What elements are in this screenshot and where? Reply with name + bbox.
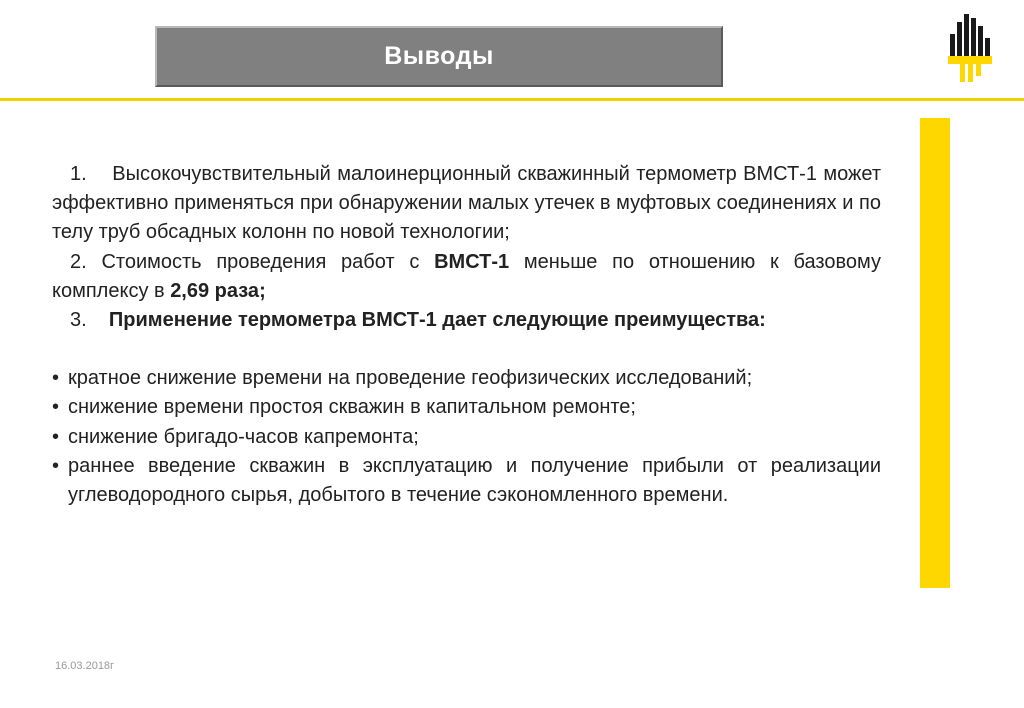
- benefit-bullet-1: [52, 364, 881, 393]
- item-bold: ВМСТ-1: [434, 250, 510, 273]
- bullet-dot: •: [52, 425, 60, 448]
- item-text: меньше по отношению к базовому комплексу в: [52, 250, 881, 302]
- bullet-text: снижение времени простоя скважин в капитальном ремонте;: [68, 396, 636, 419]
- conclusion-item-1: [52, 160, 881, 248]
- item-number: 2.: [70, 250, 87, 273]
- item-number: 1.: [70, 163, 87, 185]
- accent-side-bar: [920, 118, 950, 588]
- conclusion-item-2: [52, 248, 881, 306]
- benefit-bullet-2: [52, 393, 881, 422]
- benefit-bullet-3: [52, 423, 881, 452]
- slide-date: 16.03.2018г: [55, 660, 115, 672]
- item-bold: ;: [259, 279, 266, 302]
- title-bar: [155, 26, 723, 87]
- item-text: Применение термометра ВМСТ-1 дает следующие преимущества:: [108, 309, 766, 332]
- bullet-text: снижение бригадо-часов капремонта;: [68, 425, 419, 448]
- item-text: Стоимость проведения работ с: [101, 250, 435, 273]
- bullet-text: кратное снижение времени на проведение геофизических исследований;: [68, 367, 753, 390]
- bullet-dot: •: [52, 454, 60, 477]
- bullet-dot: •: [52, 367, 60, 390]
- item-number: 3.: [70, 309, 87, 332]
- bullet-dot: •: [52, 396, 60, 419]
- item-text: Высокочувствительный малоинерционный скважинный термометр ВМСТ-1 может эффективно применяться при обнаружении малых утечек в муфтовых соединениях и по телу труб обсадных колонн по новой технологии;: [52, 163, 882, 244]
- rosneft-logo-icon: [942, 12, 994, 84]
- item-bold: 2,69 раза: [170, 279, 260, 302]
- slide-content: [52, 160, 881, 510]
- slide-title: Выводы: [384, 42, 494, 70]
- benefit-bullet-4: [52, 452, 881, 510]
- bullet-text: раннее введение скважин в эксплуатацию и получение прибыли от реализации углеводородного сырья, добытого в течение сэкономленного времени.: [68, 454, 881, 507]
- divider-rule: [0, 98, 1024, 101]
- conclusion-item-3: [52, 306, 881, 335]
